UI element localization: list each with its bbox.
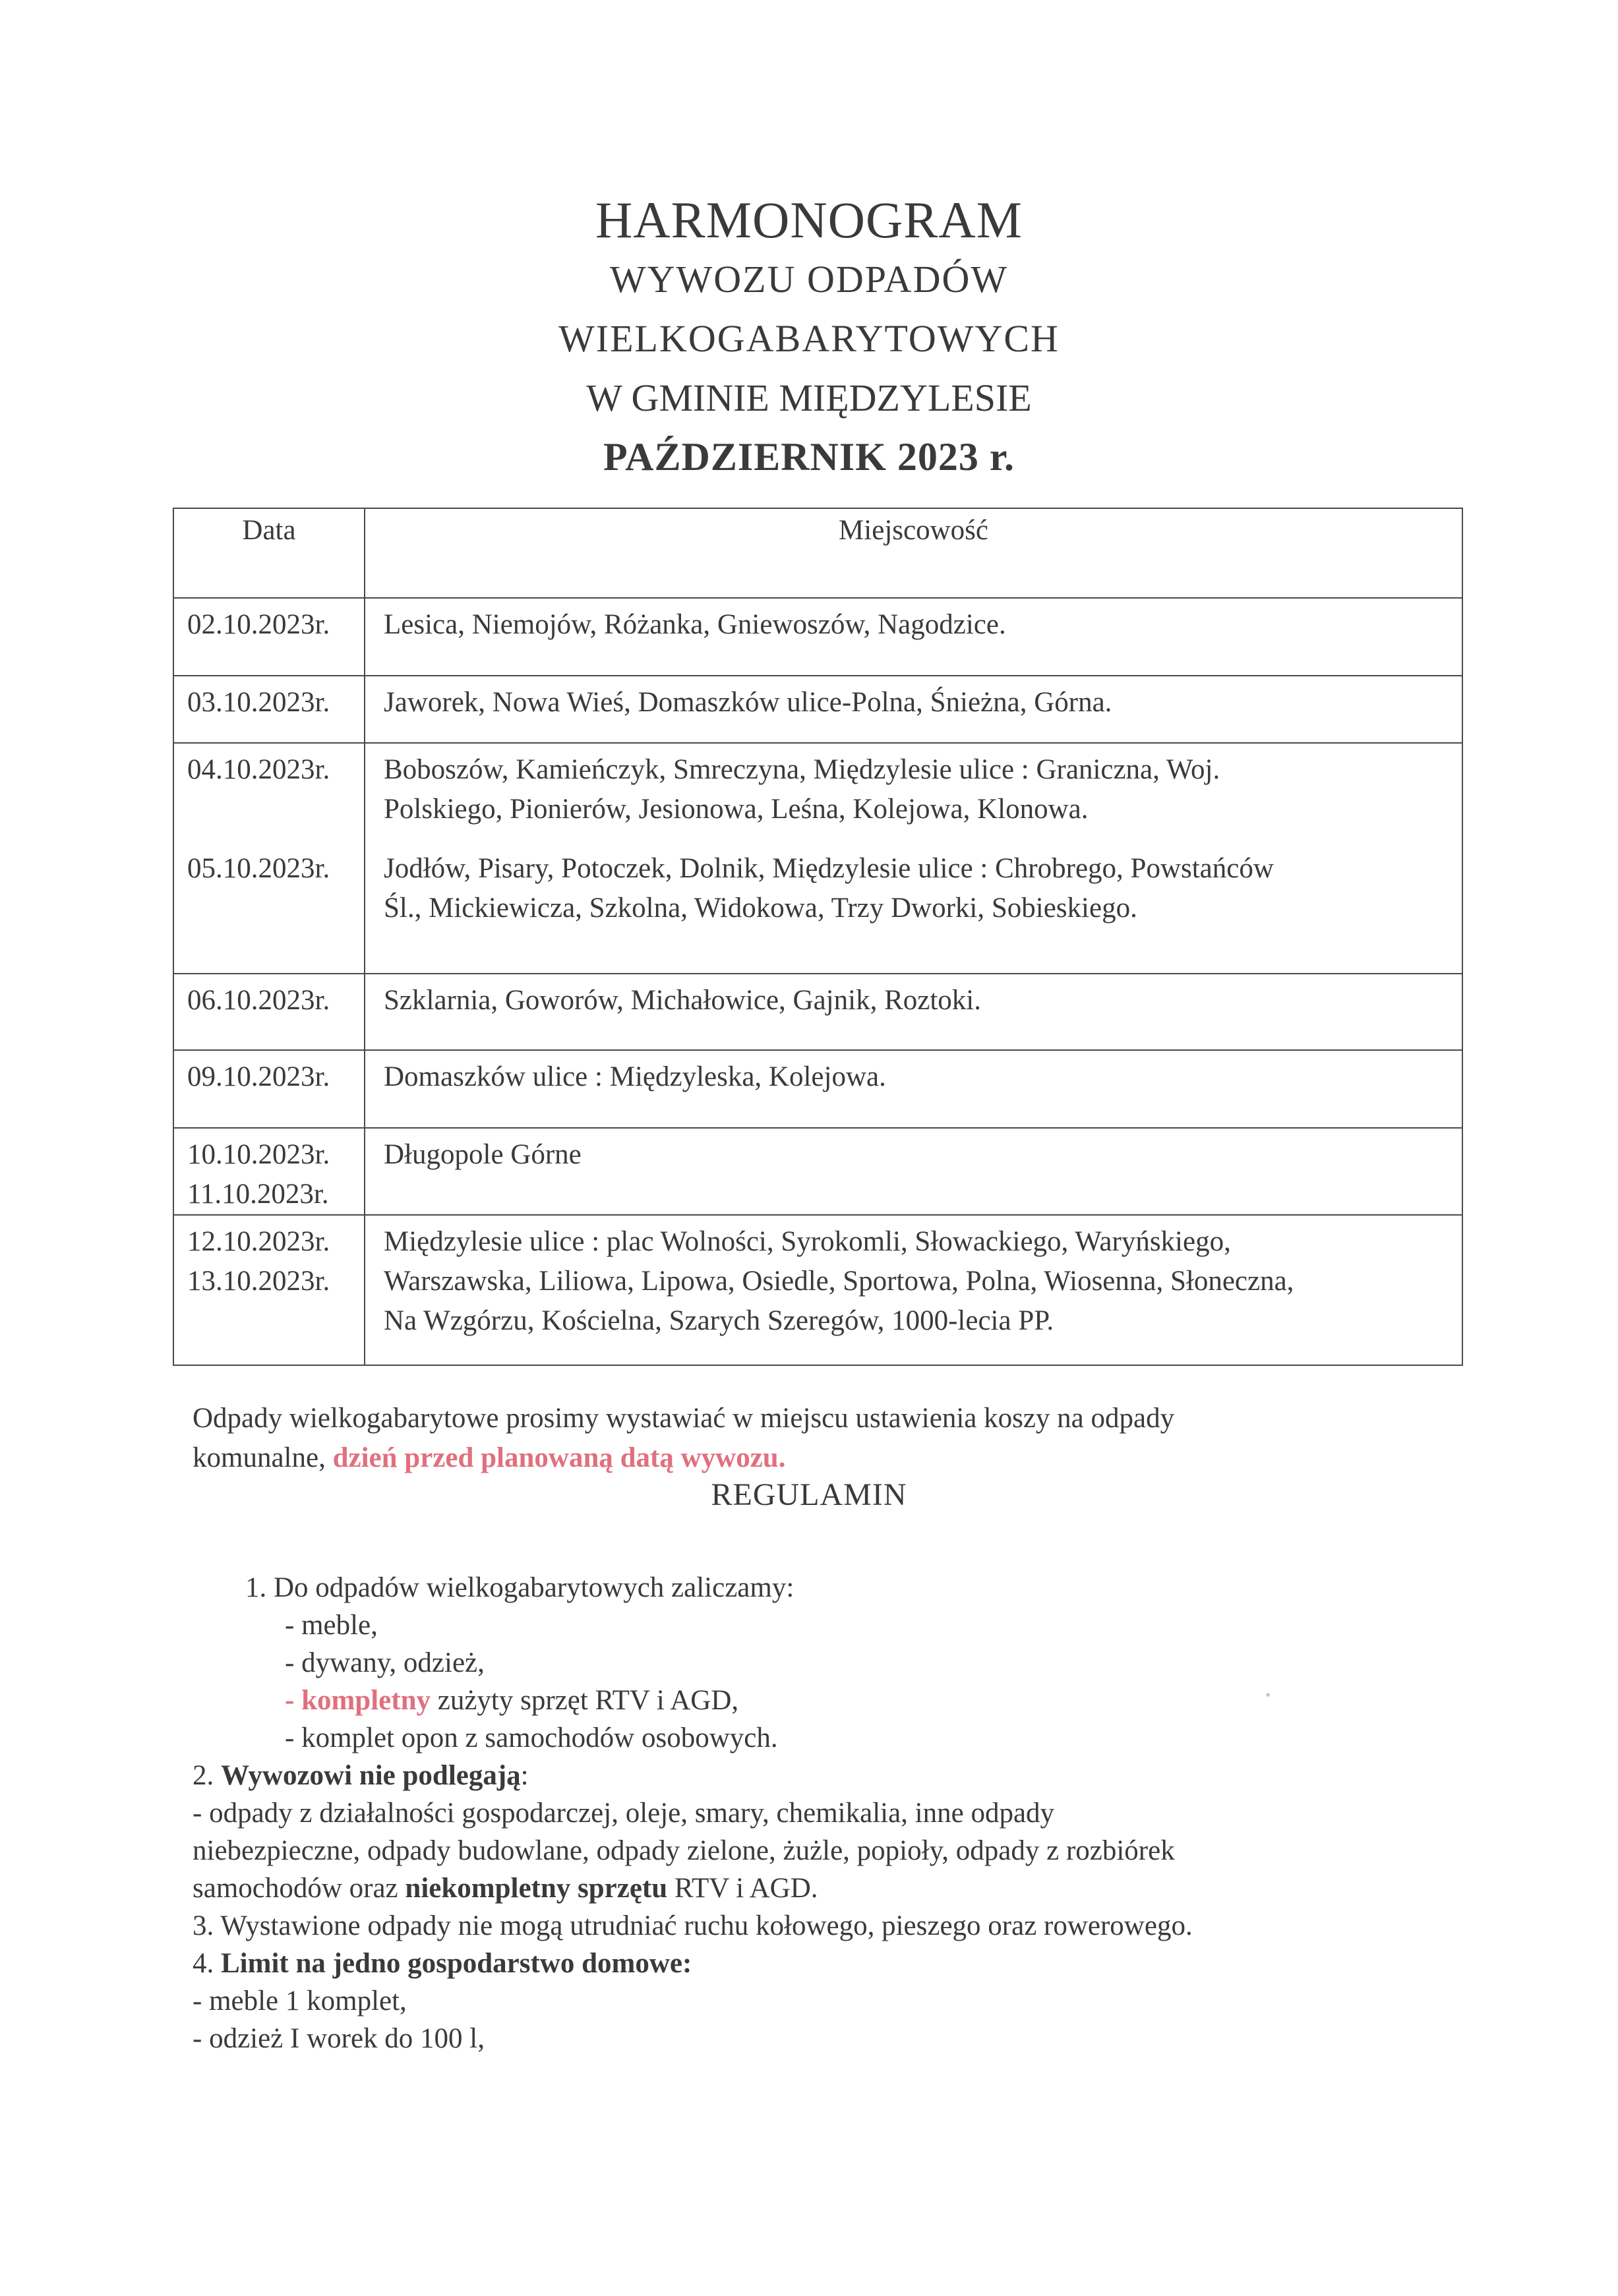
table-row bbox=[173, 598, 1462, 676]
title-line-2: WYWOZU ODPADÓW bbox=[609, 258, 1009, 301]
date-cell: 04.10.2023r. 05.10.2023r. bbox=[173, 743, 365, 974]
place-cell: Domaszków ulice : Międzyleska, Kolejowa. bbox=[365, 1050, 1462, 1128]
table-row bbox=[173, 676, 1462, 743]
date-cell: 10.10.2023r. 11.10.2023r. bbox=[173, 1128, 365, 1215]
rule-4-heading: 4. Limit na jedno gospodarstwo domowe: bbox=[193, 1948, 692, 1979]
rule-1-item: - kompletny zużyty sprzęt RTV i AGD, bbox=[285, 1685, 739, 1716]
rule-4-item: - odzież I worek do 100 l, bbox=[193, 2023, 485, 2054]
schedule-table bbox=[173, 508, 1463, 1366]
note-line-1: Odpady wielkogabarytowe prosimy wystawiać w miejscu ustawienia koszy na odpady bbox=[193, 1403, 1175, 1434]
place-cell: Jaworek, Nowa Wieś, Domaszków ulice-Polna, Śnieżna, Górna. bbox=[365, 676, 1462, 743]
header-place: Miejscowość bbox=[365, 508, 1462, 598]
date-cell: 02.10.2023r. bbox=[173, 598, 365, 676]
rule-2-line: - odpady z działalności gospodarczej, oleje, smary, chemikalia, inne odpady bbox=[193, 1798, 1055, 1829]
document-title bbox=[0, 191, 1618, 492]
title-line-3: WIELKOGABARYTOWYCH bbox=[558, 317, 1060, 360]
date-cell: 03.10.2023r. bbox=[173, 676, 365, 743]
rule-2-heading: 2. Wywozowi nie podlegają: bbox=[193, 1760, 529, 1791]
title-line-4: W GMINIE MIĘDZYLESIE bbox=[586, 376, 1032, 419]
rule-1-item: - komplet opon z samochodów osobowych. bbox=[285, 1722, 778, 1753]
title-line-month: PAŹDZIERNIK 2023 r. bbox=[603, 435, 1015, 479]
header-date: Data bbox=[173, 508, 365, 598]
table-row bbox=[173, 1215, 1462, 1365]
place-cell: Długopole Górne bbox=[365, 1128, 1462, 1215]
place-cell: Międzylesie ulice : plac Wolności, Syrokomli, Słowackiego, Waryńskiego, Warszawska, Liliowa, Lipowa, Osiedle, Sportowa, Polna, Wiosenna, Słoneczna, Na Wzgórzu, Kościelna, Szarych Szeregów, 1000-lecia PP. bbox=[365, 1215, 1462, 1365]
place-cell: Szklarnia, Goworów, Michałowice, Gajnik, Roztoki. bbox=[365, 974, 1462, 1050]
date-cell: 09.10.2023r. bbox=[173, 1050, 365, 1128]
rule-4-item: - meble 1 komplet, bbox=[193, 1986, 407, 2016]
rule-3: 3. Wystawione odpady nie mogą utrudniać ruchu kołowego, pieszego oraz rowerowego. bbox=[193, 1910, 1193, 1941]
table-row bbox=[173, 1050, 1462, 1128]
table-row bbox=[173, 743, 1462, 974]
rule-2-line: niebezpieczne, odpady budowlane, odpady zielone, żużle, popioły, odpady z rozbiórek bbox=[193, 1835, 1175, 1866]
note-highlight: dzień przed planowaną datą wywozu. bbox=[332, 1442, 786, 1473]
table-row bbox=[173, 974, 1462, 1050]
place-cell: Lesica, Niemojów, Różanka, Gniewoszów, Nagodzice. bbox=[365, 598, 1462, 676]
scan-speck bbox=[1266, 1693, 1270, 1697]
table-row bbox=[173, 1128, 1462, 1215]
rule-2-line: samochodów oraz niekompletny sprzętu RTV i AGD. bbox=[193, 1873, 818, 1904]
regulamin-list bbox=[193, 1569, 1478, 2057]
date-cell: 12.10.2023r. 13.10.2023r. bbox=[173, 1215, 365, 1365]
rule-1-item: - meble, bbox=[285, 1610, 378, 1641]
note-line-2-prefix: komunalne, bbox=[193, 1442, 333, 1473]
rule-1-heading: 1. Do odpadów wielkogabarytowych zaliczamy: bbox=[245, 1572, 794, 1603]
title-line-1: HARMONOGRAM bbox=[595, 191, 1023, 249]
date-cell: 06.10.2023r. bbox=[173, 974, 365, 1050]
place-cell: Boboszów, Kamieńczyk, Smreczyna, Międzylesie ulice : Graniczna, Woj. Polskiego, Pionierów, Jesionowa, Leśna, Kolejowa, Klonowa. Jodłów, Pisary, Potoczek, Dolnik, Międzylesie ulice : Chrobrego, Powstańców Śl., Mickiewicza, Szkolna, Widokowa, Trzy Dworki, Sobieskiego. bbox=[365, 743, 1462, 974]
regulamin-title: REGULAMIN bbox=[711, 1477, 907, 1512]
collection-note bbox=[193, 1399, 1445, 1478]
rule-1-item: - dywany, odzież, bbox=[285, 1647, 485, 1678]
